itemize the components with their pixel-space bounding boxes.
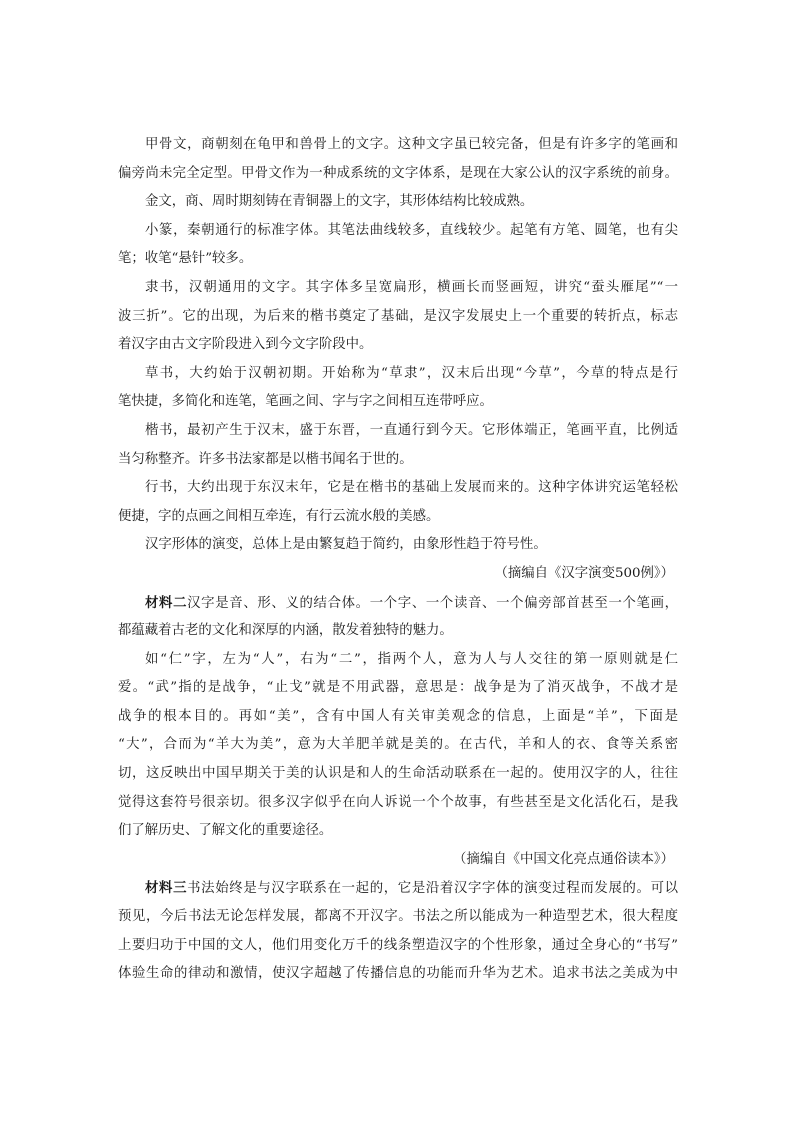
source-citation: （摘编自《汉字演变500例》） — [494, 565, 674, 581]
paragraph-line: 着汉字由古文字阶段进入到今文字阶段中。 — [118, 337, 373, 353]
paragraph-line: 如“仁”字，左为“人”，右为“二”，指两个人，意为人与人交往的第一原则就是仁 — [145, 651, 678, 667]
paragraph-text: 书法始终是与汉字联系在一起的，它是沿着汉字字体的演变过程而发展的。可以 — [187, 881, 678, 897]
paragraph-line: 汉字形体的演变，总体上是由繁复趋于简约，由象形性趋于符号性。 — [145, 537, 547, 553]
paragraph-line — [118, 589, 678, 618]
paragraph-line: 觉得这套符号很亲切。很多汉字似乎在向人诉说一个个故事，有些甚至是文化活化石，是我 — [118, 794, 678, 810]
paragraph-line: 战争的根本目的。再如“美”，含有中国人有关审美观念的信息，上面是“羊”，下面是 — [118, 708, 678, 724]
document-page — [118, 131, 678, 989]
material-label: 材料三 — [145, 880, 188, 897]
paragraph-line: 行书，大约出现于东汉末年，它是在楷书的基础上发展而来的。这种字体讲究运笔轻松 — [145, 480, 678, 496]
paragraph-line: 甲骨文，商朝刻在龟甲和兽骨上的文字。这种文字虽已较完备，但是有许多字的笔画和 — [145, 137, 678, 152]
source-citation: （摘编自《中国文化亮点通俗读本》） — [453, 851, 674, 867]
paragraph-line: 都蕴藏着古老的文化和深厚的内涵，散发着独特的魅力。 — [118, 623, 453, 639]
paragraph-line: 当匀称整齐。许多书法家都是以楷书闻名于世的。 — [118, 451, 413, 467]
paragraph-text: 汉字是音、形、义的结合体。一个字、一个读音、一个偏旁部首甚至一个笔画， — [187, 595, 678, 611]
paragraph-line: 偏旁尚未完全定型。甲骨文作为一种成系统的文字体系，是现在大家公认的汉字系统的前身。 — [118, 165, 678, 181]
paragraph-line: 笔；收笔“悬针”较多。 — [118, 251, 253, 267]
paragraph-line — [118, 874, 678, 903]
paragraph-line: 们了解历史、了解文化的重要途径。 — [118, 823, 333, 839]
paragraph-line: 波三折”。它的出现，为后来的楷书奠定了基础，是汉字发展史上一个重要的转折点，标志 — [118, 308, 678, 324]
paragraph-line: 预见，今后书法无论怎样发展，都离不开汉字。书法之所以能成为一种造型艺术，很大程度 — [118, 909, 678, 925]
paragraph-line: 小篆，秦朝通行的标准字体。其笔法曲线较多，直线较少。起笔有方笔、圆笔，也有尖 — [145, 222, 678, 238]
paragraph-line: 草书，大约始于汉朝初期。开始称为“草隶”，汉末后出现“今草”，今草的特点是行 — [145, 365, 678, 381]
paragraph-line: 上要归功于中国的文人，他们用变化万千的线条塑造汉字的个性形象，通过全身心的“书写” — [118, 937, 678, 953]
paragraph-line: 切，这反映出中国早期关于美的认识是和人的生命活动联系在一起的。使用汉字的人，往往 — [118, 766, 678, 782]
material-label: 材料二 — [145, 594, 188, 611]
paragraph-line: 爱。“武”指的是战争，“止戈”就是不用武器，意思是：战争是为了消灭战争，不战才是 — [118, 680, 678, 696]
paragraph-line: 楷书，最初产生于汉末，盛于东晋，一直通行到今天。它形体端正，笔画平直，比例适 — [145, 422, 678, 438]
paragraph-line: “大”，合而为“羊大为美”，意为大羊肥羊就是美的。在古代，羊和人的衣、食等关系密 — [118, 737, 678, 753]
paragraph-line: 体验生命的律动和激情，使汉字超越了传播信息的功能而升华为艺术。追求书法之美成为中 — [118, 966, 678, 982]
paragraph-line: 便捷，字的点画之间相互牵连，有行云流水般的美感。 — [118, 508, 440, 524]
paragraph-line: 笔快捷，多简化和连笔，笔画之间、字与字之间相互连带呼应。 — [118, 394, 493, 410]
paragraph-line: 金文，商、周时期刻铸在青铜器上的文字，其形体结构比较成熟。 — [145, 194, 534, 210]
paragraph-line: 隶书，汉朝通用的文字。其字体多呈宽扁形，横画长而竖画短，讲究“蚕头雁尾”“一 — [145, 279, 678, 295]
